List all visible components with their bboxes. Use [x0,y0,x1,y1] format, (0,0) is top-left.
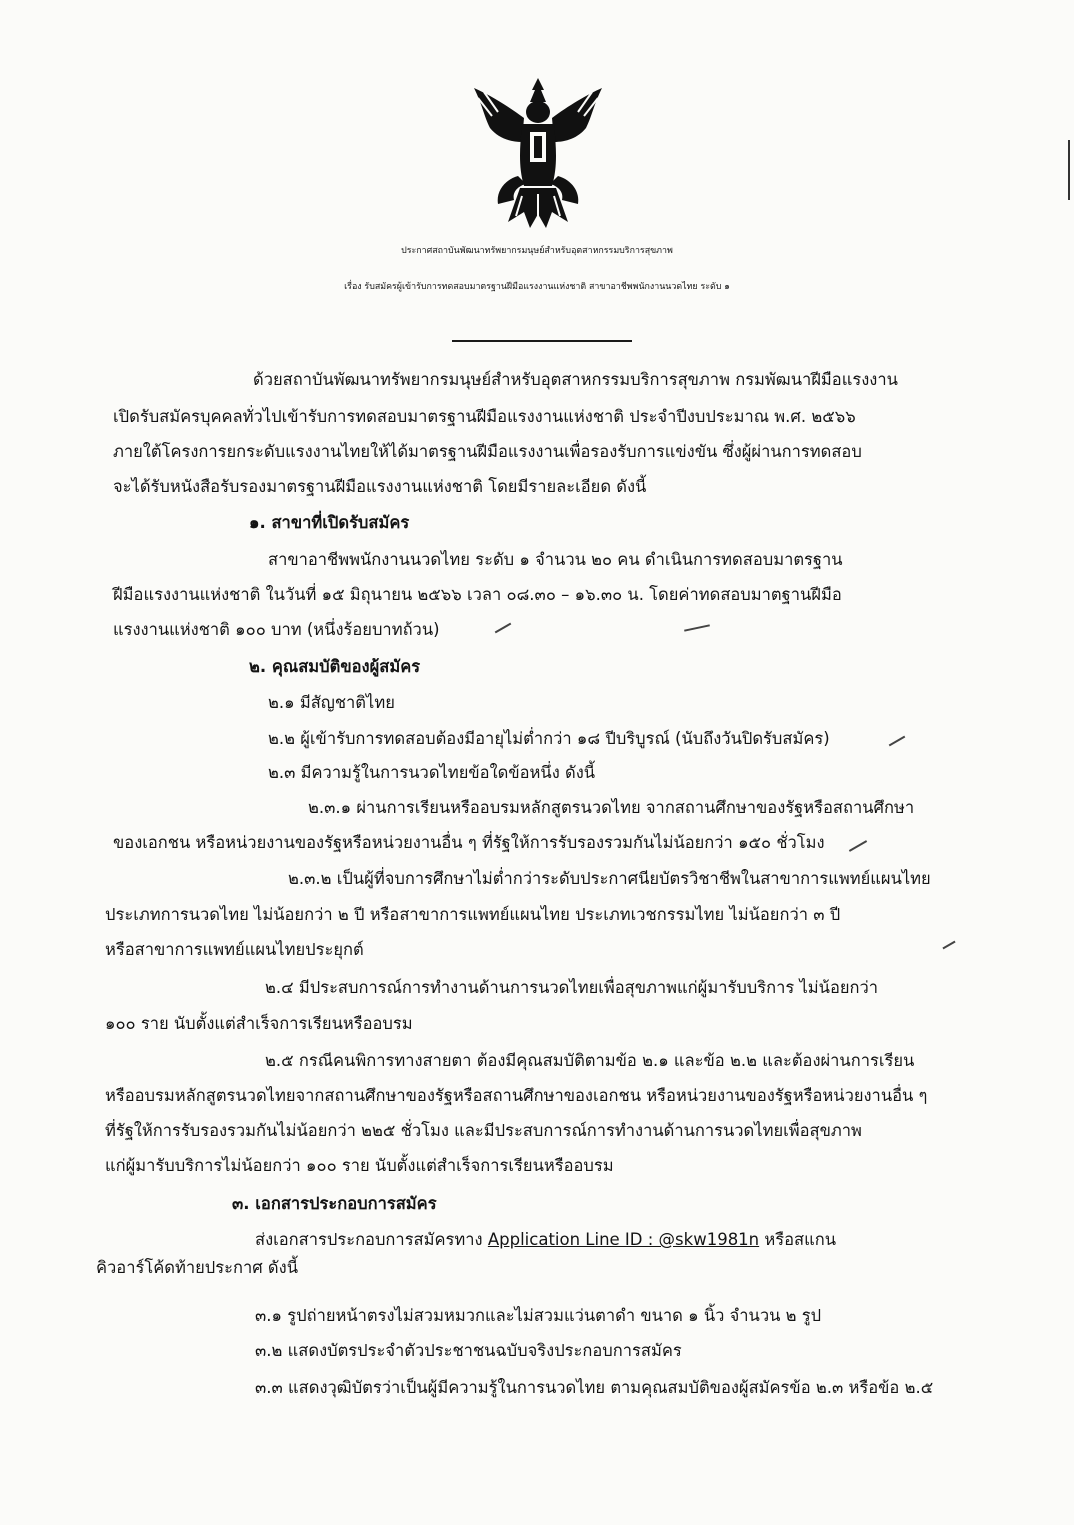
intro-line-2: เปิดรับสมัครบุคคลทั่วไปเข้ารับการทดสอบมาตรฐานฝีมือแรงงานแห่งชาติ ประจำปีงบประมาณ พ.ศ. ๒๕๖๖ [113,407,856,426]
section-1-line-2: ฝีมือแรงงานแห่งชาติ ในวันที่ ๑๕ มิถุนายน ๒๕๖๖ เวลา ๐๘.๓๐ – ๑๖.๓๐ น. โดยค่าทดสอบมาตฐานฝีมือ [113,585,842,604]
announcement-subject: เรื่อง รับสมัครผู้เข้ารับการทดสอบมาตรฐานฝีมือแรงงานแห่งชาติ สาขาอาชีพพนักงานนวดไทย ระดับ ๑ [344,282,730,292]
garuda-emblem-icon [468,76,608,236]
section-1-line-1: สาขาอาชีพพนักงานนวดไทย ระดับ ๑ จำนวน ๒๐ คน ดำเนินการทดสอบมาตรฐาน [268,550,843,569]
section-1-line-3: แรงงานแห่งชาติ ๑๐๐ บาท (หนึ่งร้อยบาทถ้วน) [113,620,440,639]
item-3-3: ๓.๓ แสดงวุฒิบัตรว่าเป็นผู้มีความรู้ในการนวดไทย ตามคุณสมบัติของผู้สมัครข้อ ๒.๓ หรือข้อ ๒.๕ [255,1378,934,1397]
item-2-5-line-4: แก่ผู้มารับบริการไม่น้อยกว่า ๑๐๐ ราย นับตั้งแต่สำเร็จการเรียนหรืออบรม [105,1156,614,1175]
item-2-5-line-1: ๒.๕ กรณีคนพิการทางสายตา ต้องมีคุณสมบัติตามข้อ ๒.๑ และข้อ ๒.๒ และต้องผ่านการเรียน [265,1051,915,1070]
item-2-5-line-3: ที่รัฐให้การรับรองรวมกันไม่น้อยกว่า ๒๒๕ ชั่วโมง และมีประสบการณ์การทำงานด้านการนวดไทยเพื่อสุขภาพ [105,1121,862,1140]
section-3-line-1-suffix: หรือสแกน [759,1230,837,1249]
pen-tick-mark [495,623,512,634]
item-2-3-1-line-1: ๒.๓.๑ ผ่านการเรียนหรืออบรมหลักสูตรนวดไทย จากสถานศึกษาของรัฐหรือสถานศึกษา [308,798,915,817]
section-2-heading: ๒. คุณสมบัติของผู้สมัคร [249,657,421,676]
section-3-heading: ๓. เอกสารประกอบการสมัคร [232,1194,437,1213]
item-3-2: ๓.๒ แสดงบัตรประจำตัวประชาชนฉบับจริงประกอบการสมัคร [255,1341,682,1360]
item-2-2: ๒.๒ ผู้เข้ารับการทดสอบต้องมีอายุไม่ต่ำกว่า ๑๘ ปีบริบูรณ์ (นับถึงวันปิดรับสมัคร) [268,729,830,748]
item-2-5-line-2: หรืออบรมหลักสูตรนวดไทยจากสถานศึกษาของรัฐหรือสถานศึกษาของเอกชน หรือหน่วยงานของรัฐหรือหน่วยงานอื่น ๆ [105,1086,928,1105]
pen-tick-mark [889,736,906,747]
pen-tick-mark [849,840,867,852]
item-2-3-1-line-2: ของเอกชน หรือหน่วยงานของรัฐหรือหน่วยงานอื่น ๆ ที่รัฐให้การรับรองรวมกันไม่น้อยกว่า ๑๕๐ ชั่วโมง [113,833,825,852]
item-2-3-2-line-2: ประเภทการนวดไทย ไม่น้อยกว่า ๒ ปี หรือสาขาการแพทย์แผนไทย ประเภทเวชกรรมไทย ไม่น้อยกว่า ๓ ปี [105,905,841,924]
item-2-1: ๒.๑ มีสัญชาติไทย [268,693,395,712]
item-2-3-2-line-3: หรือสาขาการแพทย์แผนไทยประยุกต์ [105,940,364,959]
intro-line-1: ด้วยสถาบันพัฒนาทรัพยากรมนุษย์สำหรับอุตสาหกรรมบริการสุขภาพ กรมพัฒนาฝีมือแรงงาน [253,370,898,389]
item-3-1: ๓.๑ รูปถ่ายหน้าตรงไม่สวมหมวกและไม่สวมแว่นตาดำ ขนาด ๑ นิ้ว จำนวน ๒ รูป [255,1306,822,1325]
pen-tick-mark [942,941,955,950]
item-2-4-line-2: ๑๐๐ ราย นับตั้งแต่สำเร็จการเรียนหรืออบรม [105,1014,413,1033]
section-1-heading: ๑. สาขาที่เปิดรับสมัคร [249,513,410,532]
section-3-line-2: คิวอาร์โค้ดท้ายประกาศ ดังนี้ [96,1258,298,1277]
item-2-4-line-1: ๒.๔ มีประสบการณ์การทำงานด้านการนวดไทยเพื่อสุขภาพแก่ผู้มารับบริการ ไม่น้อยกว่า [265,978,879,997]
intro-line-3: ภายใต้โครงการยกระดับแรงงานไทยให้ได้มาตรฐานฝีมือแรงงานเพื่อรองรับการแข่งขัน ซึ่งผู้ผ่านการทดสอบ [113,442,862,461]
section-3-line-1 [255,1232,836,1249]
intro-line-4: จะได้รับหนังสือรับรองมาตรฐานฝีมือแรงงานแห่งชาติ โดยมีรายละเอียด ดังนี้ [113,477,647,496]
item-2-3: ๒.๓ มีความรู้ในการนวดไทยข้อใดข้อหนึ่ง ดังนี้ [268,763,596,782]
title-divider [452,340,632,342]
line-id-link: Application Line ID : @skw1981n [487,1230,760,1249]
announcement-title: ประกาศสถาบันพัฒนาทรัพยากรมนุษย์สำหรับอุตสาหกรรมบริการสุขภาพ [401,246,673,256]
section-3-line-1-text: ส่งเอกสารประกอบการสมัครทาง [255,1230,488,1249]
item-2-3-2-line-1: ๒.๓.๒ เป็นผู้ที่จบการศึกษาไม่ต่ำกว่าระดับประกาศนียบัตรวิชาชีพในสาขาการแพทย์แผนไทย [288,869,931,888]
pen-tick-mark [684,624,710,631]
page-edge-mark [1068,140,1074,200]
